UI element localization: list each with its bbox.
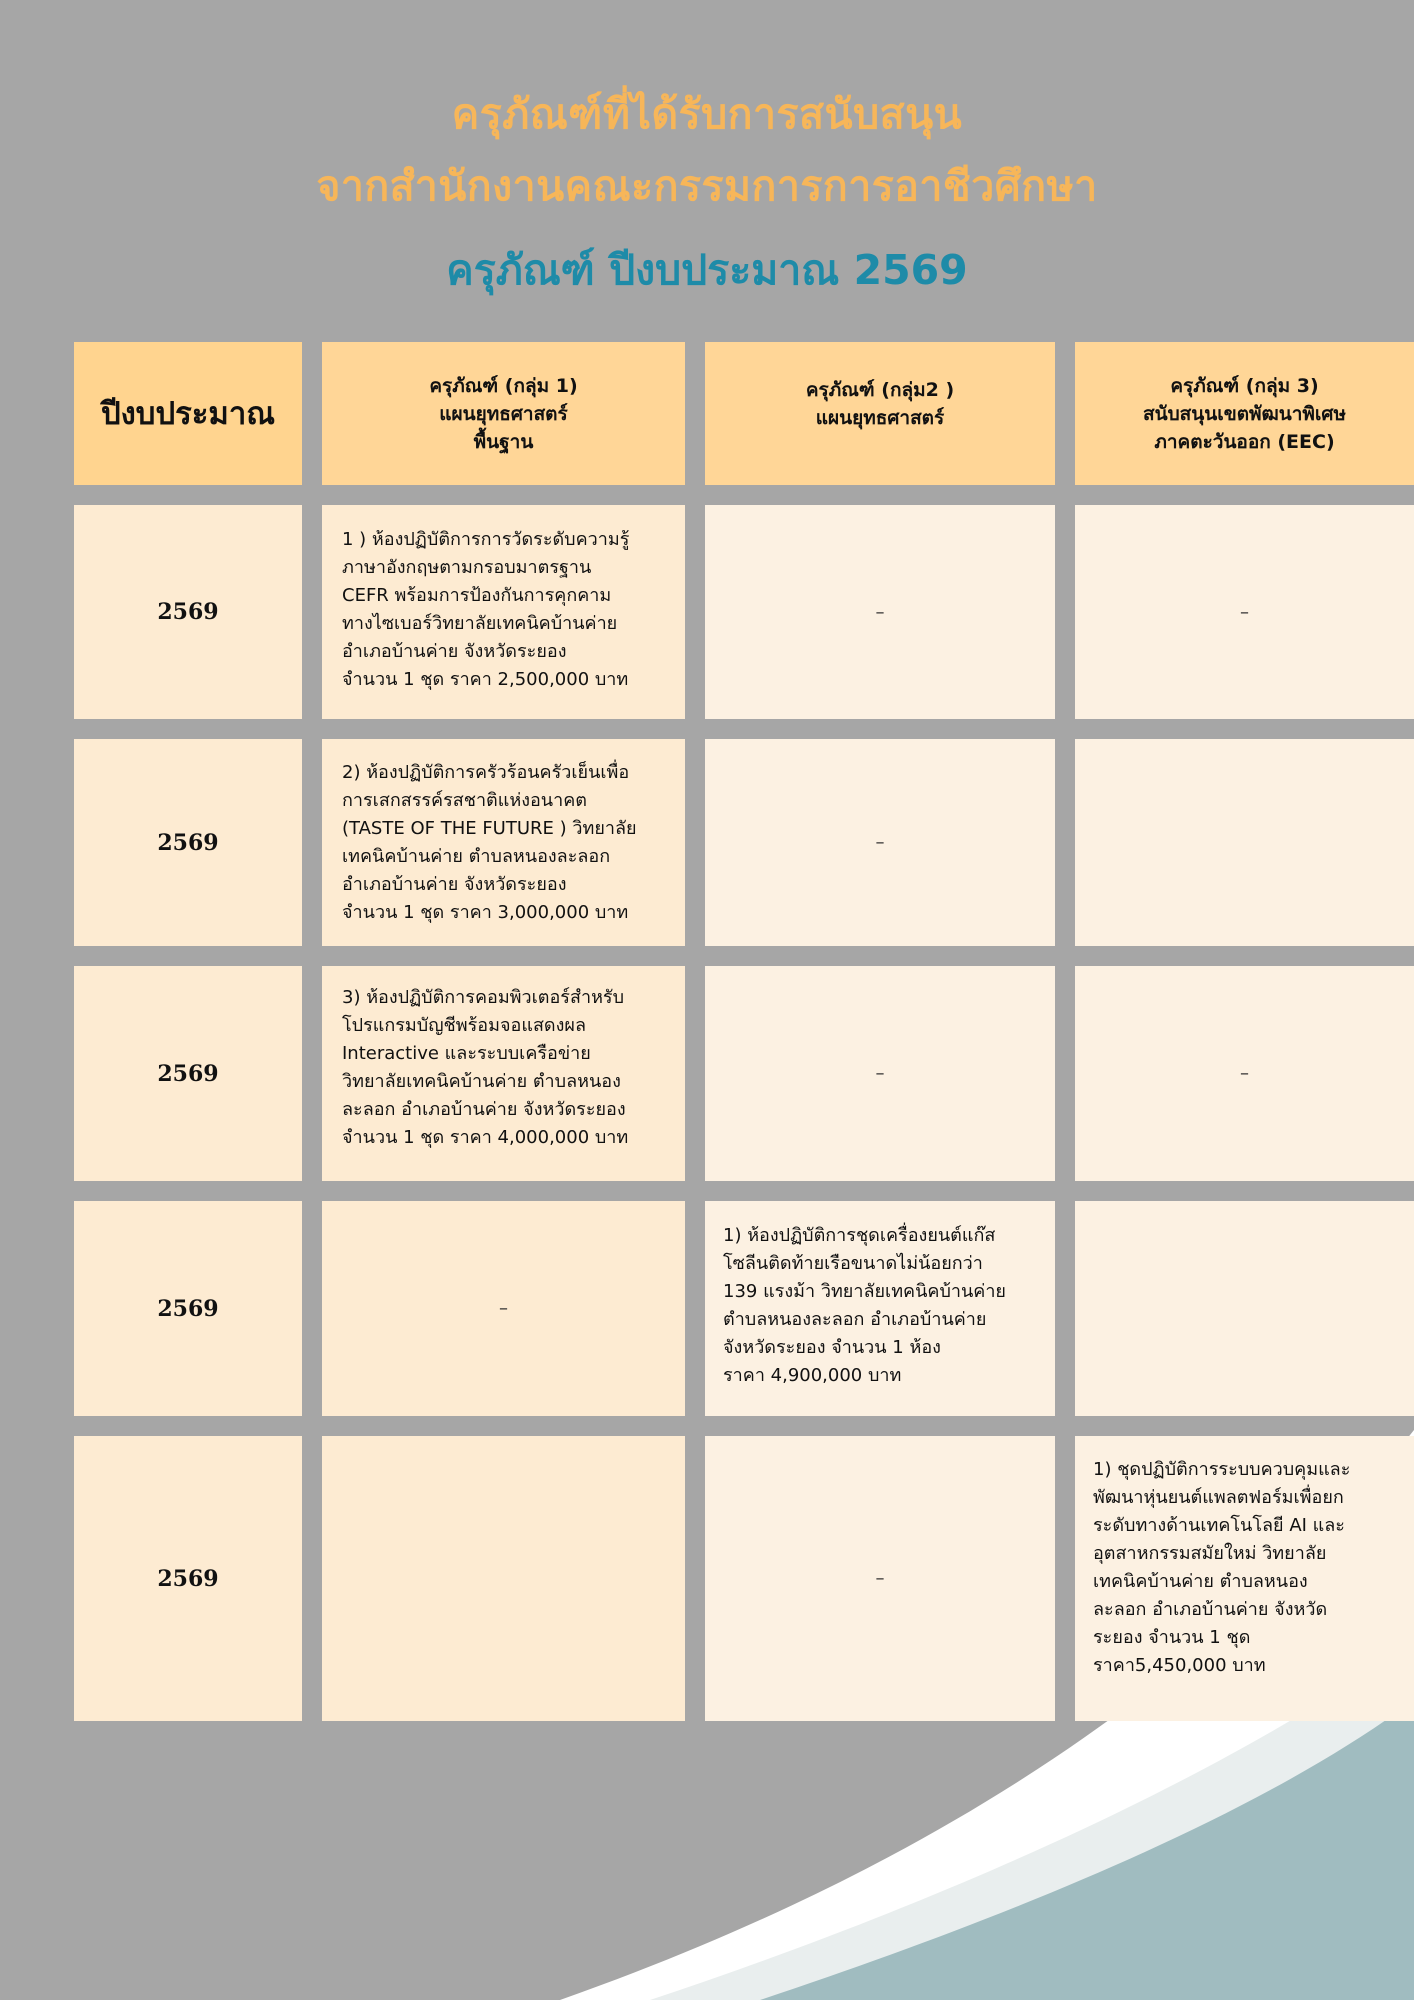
row-year: 2569 [74,505,302,719]
row-group2-cell: 1) ห้องปฏิบัติการชุดเครื่องยนต์แก๊ส โซลีนติดท้ายเรือขนาดไม่น้อยกว่า 139 แรงม้า วิทยาลัยเทคนิคบ้านค่าย ตำบลหนองละลอก อำเภอบ้านค่าย จังหวัดระยอง จำนวน 1 ห้อง ราคา 4,900,000 บาท [705,1201,1055,1416]
row-group3-cell: 1) ชุดปฏิบัติการระบบควบคุมและ พัฒนาหุ่นยนต์แพลตฟอร์มเพื่อยก ระดับทางด้านเทคโนโลยี AI และ อุตสาหกรรมสมัยใหม่ วิทยาลัย เทคนิคบ้านค่าย ตำบลหนอง ละลอก อำเภอบ้านค่าย จังหวัด ระยอง จำนวน 1 ชุด ราคา5,450,000 บาท [1075,1436,1414,1721]
row-group3-cell [1075,739,1414,946]
header-group-2: ครุภัณฑ์ (กลุ่ม2 ) แผนยุทธศาสตร์ [705,342,1055,485]
row-group1-cell: – [322,1201,685,1416]
row-group2-cell: – [705,1436,1055,1721]
page-title-line1: ครุภัณฑ์ที่ได้รับการสนับสนุน [451,90,963,138]
row-year: 2569 [74,1201,302,1416]
row-group2-cell: – [705,966,1055,1181]
row-group2-cell: – [705,739,1055,946]
header-group-1: ครุภัณฑ์ (กลุ่ม 1) แผนยุทธศาสตร์ พื้นฐาน [322,342,685,485]
row-group1-cell: 1 ) ห้องปฏิบัติการการวัดระดับความรู้ ภาษาอังกฤษตามกรอบมาตรฐาน CEFR พร้อมการป้องกันการคุกคาม ทางไซเบอร์วิทยาลัยเทคนิคบ้านค่าย อำเภอบ้านค่าย จังหวัดระยอง จำนวน 1 ชุด ราคา 2,500,000 บาท [322,505,685,719]
header-group-3: ครุภัณฑ์ (กลุ่ม 3) สนับสนุนเขตพัฒนาพิเศษ ภาคตะวันออก (EEC) [1075,342,1414,485]
row-group3-cell [1075,1201,1414,1416]
header-fiscal-year: ปีงบประมาณ [74,342,302,485]
row-group1-cell: 3) ห้องปฏิบัติการคอมพิวเตอร์สำหรับ โปรแกรมบัญชีพร้อมจอแสดงผล Interactive และระบบเครือข่าย วิทยาลัยเทคนิคบ้านค่าย ตำบลหนอง ละลอก อำเภอบ้านค่าย จังหวัดระยอง จำนวน 1 ชุด ราคา 4,000,000 บาท [322,966,685,1181]
row-group3-cell: – [1075,505,1414,719]
page-subtitle: ครุภัณฑ์ ปีงบประมาณ 2569 [446,246,968,294]
row-year: 2569 [74,739,302,946]
page-title-line2: จากสำนักงานคณะกรรมการการอาชีวศึกษา [316,162,1098,210]
row-group3-cell: – [1075,966,1414,1181]
row-year: 2569 [74,1436,302,1721]
row-group2-cell: – [705,505,1055,719]
row-year: 2569 [74,966,302,1181]
row-group1-cell: 2) ห้องปฏิบัติการครัวร้อนครัวเย็นเพื่อ การเสกสรรค์รสชาติแห่งอนาคต (TASTE OF THE FUTURE ) วิทยาลัย เทคนิคบ้านค่าย ตำบลหนองละลอก อำเภอบ้านค่าย จังหวัดระยอง จำนวน 1 ชุด ราคา 3,000,000 บาท [322,739,685,946]
row-group1-cell [322,1436,685,1721]
